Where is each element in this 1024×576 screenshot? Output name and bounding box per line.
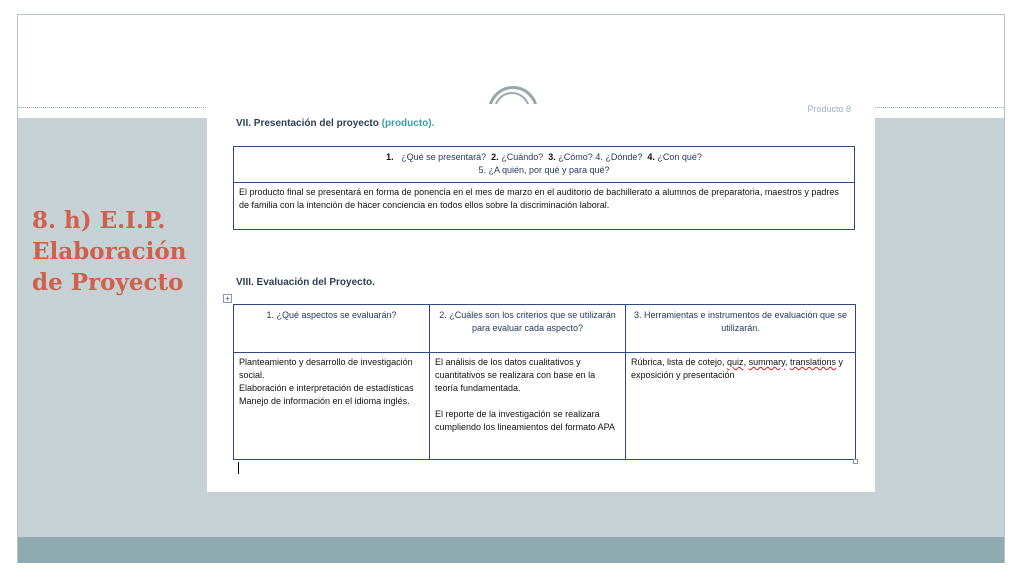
text-cursor [238,462,239,474]
table-move-icon[interactable]: + [223,294,232,303]
evaluation-aspects-cell [234,353,430,460]
tools-text-end: y exposición y presentación [631,357,843,380]
aspect-line: Elaboración e interpretación de estadísticas [239,383,414,393]
section7-heading [236,118,434,129]
evaluation-header-criteria: 2. ¿Cuáles son los criterios que se utilizarán para evaluar cada aspecto? [430,305,626,353]
questions-line-1 [239,151,849,164]
section8-heading: VIII. Evaluación del Proyecto. [236,277,375,288]
evaluation-tools-cell [626,353,856,460]
presentation-questions-cell [234,147,855,183]
evaluation-header-aspects: 1. ¿Qué aspectos se evaluarán? [234,305,430,353]
slide-title-line: de Proyecto [32,269,184,296]
q2-text: ¿Cuándo? [501,152,544,162]
q3-text: ¿Cómo? [558,152,593,162]
slide-title [32,205,212,298]
section7-heading-main: VII. Presentación del proyecto [236,118,382,129]
slide-title-line: 8. h) E.I.P. [32,207,166,234]
tools-text: Rúbrica, lista de cotejo, [631,357,728,367]
q4-text: 4. ¿Dónde? [595,152,643,162]
tools-quiz: quiz [727,357,744,367]
aspect-line: Manejo de información en el idioma inglés. [239,396,410,406]
tools-comma: , [784,357,788,367]
slide-footer-band [18,537,1004,563]
q1-number: 1. [386,152,394,162]
document-header-tag: Producto 8 [807,104,851,114]
questions-line-2: 5. ¿A quién, por qué y para qué? [478,165,610,175]
document-screenshot [207,104,875,492]
presentation-table [233,146,855,230]
tools-summary: summary [748,357,785,367]
presentation-answer-cell: El producto final se presentará en forma de ponencia en el mes de marzo en el auditorio de bachillerato a alumnos de preparatoria, maestros y padres de familia con la intención de hacer conciencia en todos ellos sobre la discriminación laboral. [234,183,855,230]
q3-number: 3. [548,152,556,162]
aspect-line: Planteamiento y desarrollo de investigación social. [239,357,413,380]
evaluation-criteria-cell [430,353,626,460]
tools-separator: , [743,357,749,367]
tools-translations: translations [789,357,836,367]
q5-number: 4. [647,152,655,162]
q2-number: 2. [491,152,499,162]
criteria-paragraph: El reporte de la investigación se realizara cumpliendo los lineamientos del formato APA [435,409,615,432]
slide [17,14,1005,563]
slide-title-line: Elaboración [32,238,187,265]
criteria-paragraph: El análisis de los datos cualitativos y cuantitativos se realizara con base en la teoría fundamentada. [435,357,596,393]
table-resize-handle[interactable] [853,459,858,464]
q5-text: ¿Con qué? [657,152,702,162]
section7-heading-accent: (producto). [381,118,435,129]
q1-text: ¿Qué se presentará? [401,152,487,162]
evaluation-header-tools: 3. Herramientas e instrumentos de evaluación que se utilizarán. [626,305,856,353]
evaluation-table [233,304,856,460]
